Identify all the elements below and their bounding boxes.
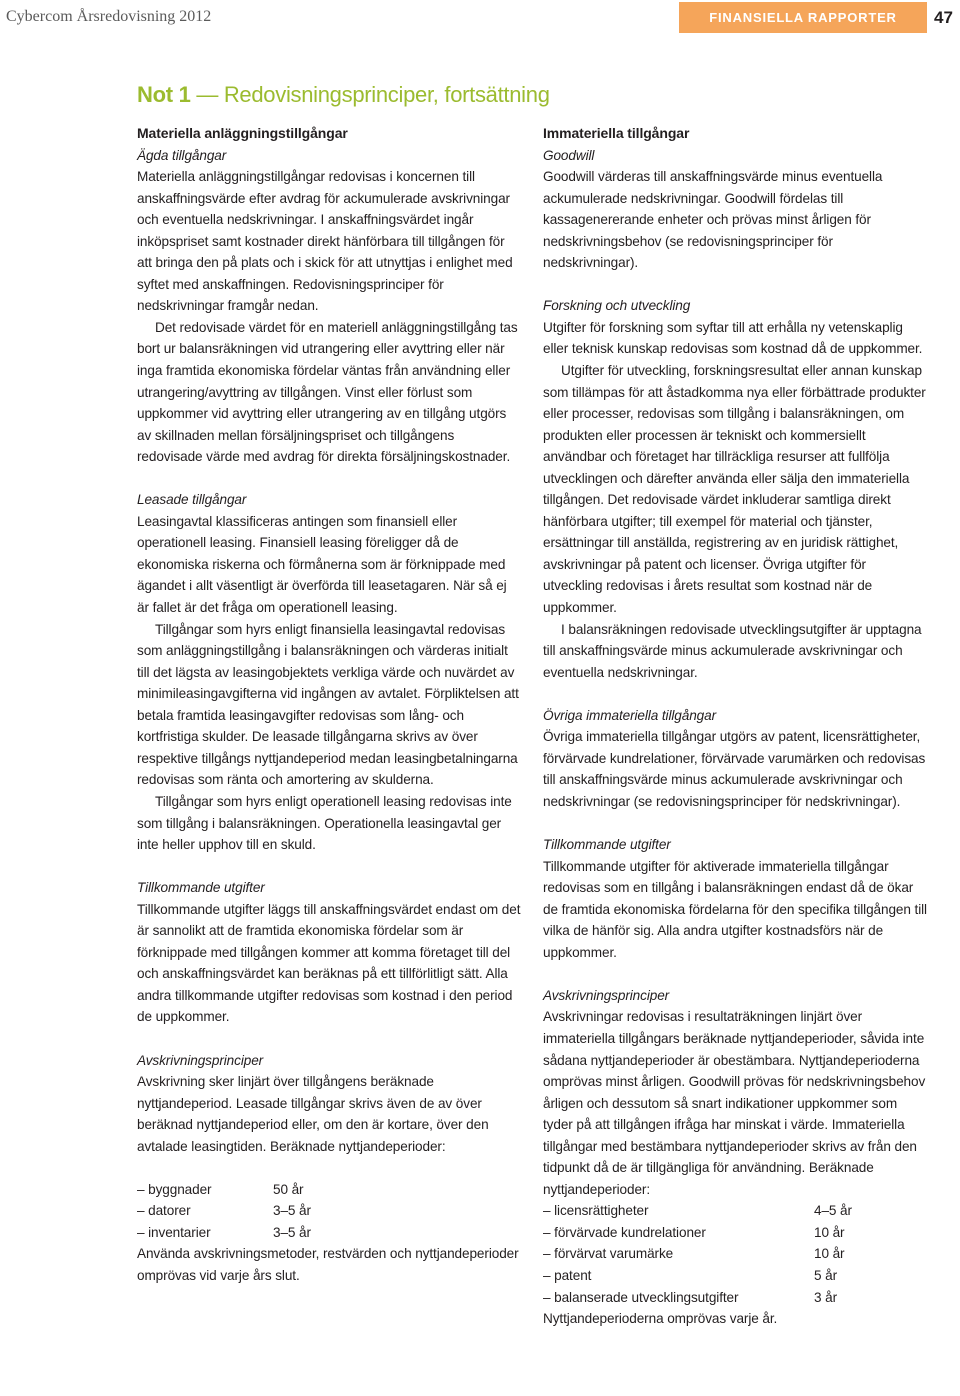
paragraph: Avskrivning sker linjärt över tillgångens beräknade nyttjandeperiod. Leasade tillgångar skrivs även de av över beräknad nyttjandeperiod eller, om den är kortare, över den avtalade leasingtiden. Beräknade nyttjandeperioder: bbox=[137, 1074, 489, 1154]
table-row bbox=[543, 1243, 852, 1265]
paragraph: Tillgångar som hyrs enligt finansiella leasingavtal redovisas som anläggningstillgång i balansräkningen och värderas initialt till det lägsta av leasingobjektets verkliga värde och nuvärdet av minimileasingavgifterna vid ingången av avtalet. Förpliktelsen att betala framtida leasingavgifter redovisas som lång- och kortfristiga skulder. De leasade tillgångarna skrivs av över respektive tillgångs nyttjandeperiod medan leasingbetalningarna redovisas som ränta och amortering av skulderna. bbox=[137, 621, 519, 788]
asset-period: 10 år bbox=[814, 1246, 845, 1262]
subsection-heading: Forskning och utveckling bbox=[543, 298, 691, 314]
asset-label: – patent bbox=[543, 1267, 592, 1283]
table-row bbox=[543, 1200, 852, 1222]
asset-label: – byggnader bbox=[137, 1181, 212, 1197]
subsection-heading: Goodwill bbox=[543, 147, 595, 163]
asset-period: 5 år bbox=[814, 1267, 838, 1283]
asset-label: – inventarier bbox=[137, 1224, 211, 1240]
page-number: 47 bbox=[934, 8, 953, 27]
depreciation-table bbox=[543, 1200, 852, 1308]
subsection-heading: Avskrivningsprinciper bbox=[543, 987, 670, 1003]
table-row bbox=[543, 1222, 852, 1244]
paragraph: Tillgångar som hyrs enligt operationell leasing redovisas inte som tillgång i balansräkningen. Operationella leasingavtal ger inte heller upphov till en skuld. bbox=[137, 793, 512, 853]
note-dash: — bbox=[196, 82, 219, 107]
paragraph: Goodwill värderas till anskaffningsvärde minus eventuella ackumulerade nedskrivningar. Goodwill fördelas till kassagenererande enheter och prövas minst årligen för nedskrivningsbehov (se redovisningsprinciper för nedskrivningar). bbox=[543, 169, 883, 271]
subsection-heading: Avskrivningsprinciper bbox=[137, 1052, 264, 1068]
section-heading: Materiella anläggningstillgångar bbox=[137, 125, 348, 141]
paragraph: Leasingavtal klassificeras antingen som finansiell eller operationell leasing. Finansiell leasing föreligger då de ekonomiska riskerna och förmånerna som är förknippade med ägandet i allt väsentligt är överförda till leasetagaren. När så ej är fallet är det fråga om operationell leasing. bbox=[137, 513, 507, 616]
subsection-heading: Leasade tillgångar bbox=[137, 492, 247, 508]
table-row bbox=[543, 1265, 852, 1287]
asset-label: – förvärvade kundrelationer bbox=[543, 1224, 706, 1240]
table-row bbox=[137, 1200, 311, 1222]
report-title: Cybercom Årsredovisning 2012 bbox=[6, 8, 212, 25]
table-row bbox=[543, 1287, 852, 1309]
asset-period: 50 år bbox=[273, 1181, 304, 1197]
subsection-heading: Tillkommande utgifter bbox=[543, 837, 671, 853]
table-row bbox=[137, 1222, 311, 1244]
paragraph: Utgifter för utveckling, forskningsresultat eller annan kunskap som tillämpas för att åstadkomma nya eller förbättrade produkter eller processer, redovisas som tillgång i balansräkningen, om produkten eller processen är tekniskt och kommersiellt användbar och företaget har tillräckliga resurser att fullfölja utvecklingen och därefter använda eller sälja den immateriella tillgången. Det redovisade värdet inkluderar samtliga direkt hänförbara utgifter; till exempel för material och tjänster, ersättningar till anställda, registrering av en juridisk rättighet, avskrivningar på patent och licenser. Övriga utgifter för utveckling redovisas i årets resultat som kostnad när de uppkommer. bbox=[543, 363, 926, 616]
paragraph: Materiella anläggningstillgångar redovisas i koncernen till anskaffningsvärde efter avdrag för ackumulerade avskrivningar och eventuella nedskrivningar. I anskaffningsvärdet ingår inköpspriset samt kostnader direkt hänförbara till tillgången för att bringa den på plats och i skick för att utnyttjas i enlighet med syftet med anskaffningen. Redovisningsprinciper för nedskrivningar framgår nedan. bbox=[137, 169, 513, 314]
asset-period: 4–5 år bbox=[814, 1203, 852, 1219]
paragraph: Tillkommande utgifter läggs till anskaffningsvärdet endast om det är sannolikt att de framtida ekonomiska fördelar som är förknippade med tillgången kommer att komma företaget till del och anskaffningsvärdet kan beräknas på ett tillförlitligt sätt. Alla andra tillkommande utgifter redovisas som kostnad i den period de uppkommer. bbox=[137, 901, 521, 1025]
asset-label: – balanserade utvecklingsutgifter bbox=[543, 1289, 739, 1305]
paragraph: Avskrivningar redovisas i resultaträkningen linjärt över immateriella tillgångars beräknade nyttjandeperioder, såvida inte sådana nyttjandeperioder är obestämbara. Nyttjandeperioderna omprövas minst årligen. Goodwill prövas för nedskrivningsbehov årligen och dessutom så snart indikationer uppkommer som tyder på att tillgången ifråga har minskat i värde. Immateriella tillgångar med bestämbara nyttjandeperioder skrivs av från den tidpunkt då de är tillgängliga för användning. Beräknade nyttjandeperioder: bbox=[543, 1009, 926, 1197]
note-title: Redovisningsprinciper, fortsättning bbox=[223, 82, 550, 107]
asset-period: 3–5 år bbox=[273, 1203, 311, 1219]
paragraph: Nyttjandeperioderna omprövas varje år. bbox=[543, 1311, 778, 1327]
paragraph: Övriga immateriella tillgångar utgörs av patent, licensrättigheter, förvärvade kundrelationer, förvärvade varumärken och redovisas till anskaffningsvärde minus ackumulerade avskrivningar och nedskrivningar (se redovisningsprinciper för nedskrivningar). bbox=[543, 729, 926, 809]
asset-label: – datorer bbox=[137, 1203, 191, 1219]
subsection-heading: Ägda tillgångar bbox=[137, 147, 227, 163]
depreciation-table bbox=[137, 1179, 311, 1244]
subsection-heading: Tillkommande utgifter bbox=[137, 880, 265, 896]
subsection-heading: Övriga immateriella tillgångar bbox=[543, 707, 717, 723]
section-label: FINANSIELLA RAPPORTER bbox=[679, 2, 927, 33]
asset-period: 3 år bbox=[814, 1289, 838, 1305]
right-column bbox=[543, 123, 928, 1330]
note-number: Not 1 bbox=[137, 82, 191, 107]
note-heading bbox=[137, 82, 550, 108]
asset-period: 3–5 år bbox=[273, 1224, 311, 1240]
paragraph: Använda avskrivningsmetoder, restvärden och nyttjandeperioder omprövas vid varje års slut. bbox=[137, 1246, 519, 1283]
asset-period: 10 år bbox=[814, 1224, 845, 1240]
paragraph: Utgifter för forskning som syftar till att erhålla ny vetenskaplig eller teknisk kunskap redovisas som kostnad då de uppkommer. bbox=[543, 319, 923, 357]
paragraph: I balansräkningen redovisade utvecklingsutgifter är upptagna till anskaffningsvärde minus ackumulerade avskrivningar och eventuella nedskrivningar. bbox=[543, 621, 922, 680]
section-heading: Immateriella tillgångar bbox=[543, 125, 690, 141]
asset-label: – förvärvat varumärke bbox=[543, 1246, 674, 1262]
paragraph: Det redovisade värdet för en materiell anläggningstillgång tas bort ur balansräkningen vid utrangering eller avyttring eller när inga framtida ekonomiska fördelar väntas från användning eller utrangering/avyttring av tillgången. Vinst eller förlust som uppkommer vid avyttring eller utrangering av en tillgång utgörs av skillnaden mellan försäljningspriset och tillgångens redovisade värde med avdrag för direkta försäljningskostnader. bbox=[137, 319, 518, 465]
asset-label: – licensrättigheter bbox=[543, 1203, 649, 1219]
paragraph: Tillkommande utgifter för aktiverade immateriella tillgångar redovisas som en tillgång i balansräkningen endast då de ökar de framtida ekonomiska fördelarna för den specifika tillgången till vilka de hänför sig. Alla andra utgifter kostnadsförs när de uppkommer. bbox=[543, 858, 927, 960]
table-row bbox=[137, 1179, 311, 1201]
left-column bbox=[137, 123, 522, 1287]
